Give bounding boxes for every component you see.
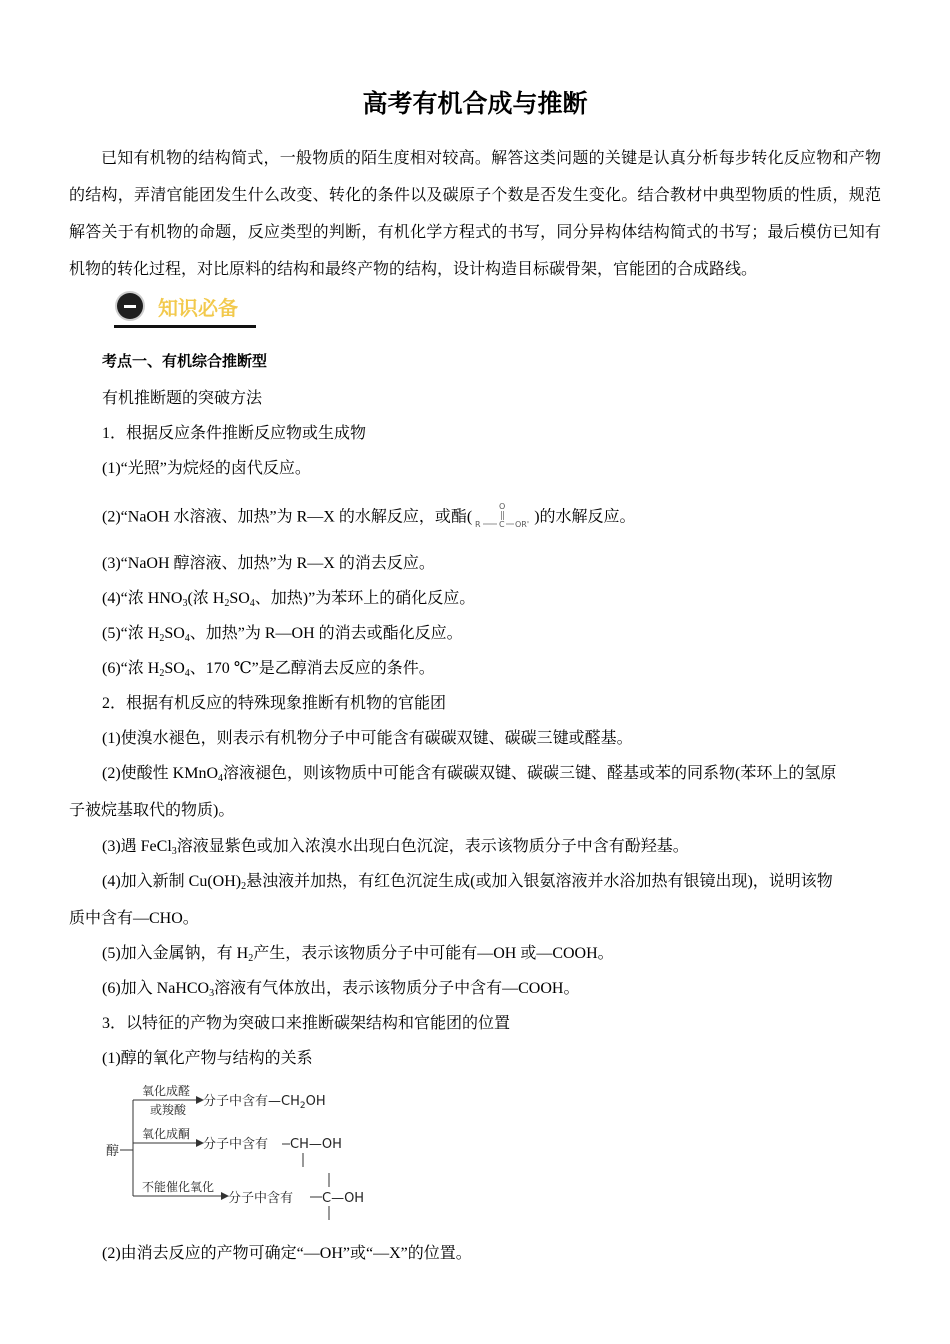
point-2-item-3: (3)遇 FeCl$_3$溶液显紫色或加入浓溴水出现白色沉淀，表示该物质分子中含有酚羟基。	[102, 838, 689, 857]
point-3-item-2: (2)由消去反应的产物可确定“—OH”或“—X”的位置。	[102, 1245, 472, 1262]
alcohol-oxidation-diagram	[100, 1075, 390, 1225]
ester-o: O	[499, 502, 506, 511]
point-1-item-4: (4)“浓 $HNO_3$(浓 $H_2SO_4$、加热)”为苯环上的硝化反应。	[102, 590, 476, 609]
banner-label: 知识必备	[158, 296, 238, 320]
point-1-item-6: (6)“浓 $H_2SO_4$、170 ℃”是乙醇消去反应的条件。	[102, 660, 435, 679]
branch-2-label: 氧化成酮	[142, 1127, 191, 1141]
branch-3-text: 分子中含有	[228, 1191, 294, 1206]
item-2-text-before: (2)“NaOH 水溶液、加热”为 R—X 的水解反应，或酯(	[102, 508, 473, 526]
branch-3-label: 不能催化氧化	[142, 1180, 215, 1194]
point-2-item-4-continued: 质中含有—CHO。	[69, 910, 199, 927]
point-3-heading: 3．以特征的产物为突破口来推断碳架结构和官能团的位置	[102, 1015, 511, 1032]
branch-2-group: CH—OH	[290, 1137, 342, 1152]
point-1-item-5: (5)“浓 $H_2SO_4$、加热”为 R—OH 的消去或酯化反应。	[102, 625, 463, 644]
point-1-heading: 1．根据反应条件推断反应物或生成物	[102, 425, 367, 442]
section-banner	[114, 290, 256, 330]
branch-1-label-top: 氧化成醛	[142, 1084, 191, 1098]
ester-structure-icon	[474, 500, 532, 536]
branch-1-label-bottom: 或羧酸	[150, 1103, 187, 1117]
diagram-root: 醇	[106, 1144, 120, 1159]
intro-paragraph: 已知有机物的结构简式，一般物质的陌生度相对较高。解答这类问题的关键是认真分析每步转化反应物和产物的结构，弄清官能团发生什么改变、转化的条件以及碳原子个数是否发生变化。结合教材中典型物质的性质，规范解答关于有机物的命题，反应类型的判断，有机化学方程式的书写，同分异构体结构简式的书写；最后模仿已知有机物的转化过程，对比原料的结构和最终产物的结构，设计构造目标碳骨架，官能团的合成路线。	[69, 150, 881, 278]
ester-c: C	[499, 520, 505, 529]
ester-or: OR'	[515, 520, 530, 529]
point-2-item-1: (1)使溴水褪色，则表示有机物分子中可能含有碳碳双键、碳碳三键或醛基。	[102, 730, 633, 747]
page-title: 高考有机合成与推断	[362, 89, 588, 118]
point-1-item-3: (3)“NaOH 醇溶液、加热”为 R—X 的消去反应。	[102, 555, 435, 572]
point-2-item-2-continued: 子被烷基取代的物质)。	[69, 802, 235, 819]
point-2-item-6: (6)加入 NaHCO$_3$溶液有气体放出，表示该物质分子中含有—COOH。	[102, 980, 580, 999]
section-heading: 考点一、有机综合推断型	[102, 352, 268, 370]
circle-minus-icon	[117, 293, 143, 319]
point-1-item-2	[102, 500, 636, 536]
branch-2-text: 分子中含有	[203, 1137, 269, 1152]
point-2-heading: 2．根据有机反应的特殊现象推断有机物的官能团	[102, 695, 447, 712]
item-2-text-after: )的水解反应。	[534, 508, 636, 526]
ester-r: R	[475, 520, 481, 529]
point-2-item-2: (2)使酸性 KMnO$_4$溶液褪色，则该物质中可能含有碳碳双键、碳碳三键、醛基或苯的同系物(苯环上的氢原	[102, 765, 837, 784]
point-2-item-4: (4)加入新制 $Cu(OH)_2$悬浊液并加热，有红色沉淀生成(或加入银氨溶液并水浴加热有银镜出现)，说明该物	[102, 873, 833, 892]
point-1-item-1: (1)“光照”为烷烃的卤代反应。	[102, 460, 311, 477]
branch-3-group: C—OH	[322, 1191, 365, 1206]
banner-underline	[114, 325, 256, 328]
point-2-item-5: (5)加入金属钠，有 $H_2$产生，表示该物质分子中可能有—OH 或—COOH。	[102, 945, 614, 964]
section-subheading: 有机推断题的突破方法	[102, 390, 263, 407]
point-3-item-1: (1)醇的氧化产物与结构的关系	[102, 1050, 313, 1067]
branch-1-text: 分子中含有$—CH_2OH$	[203, 1094, 326, 1111]
